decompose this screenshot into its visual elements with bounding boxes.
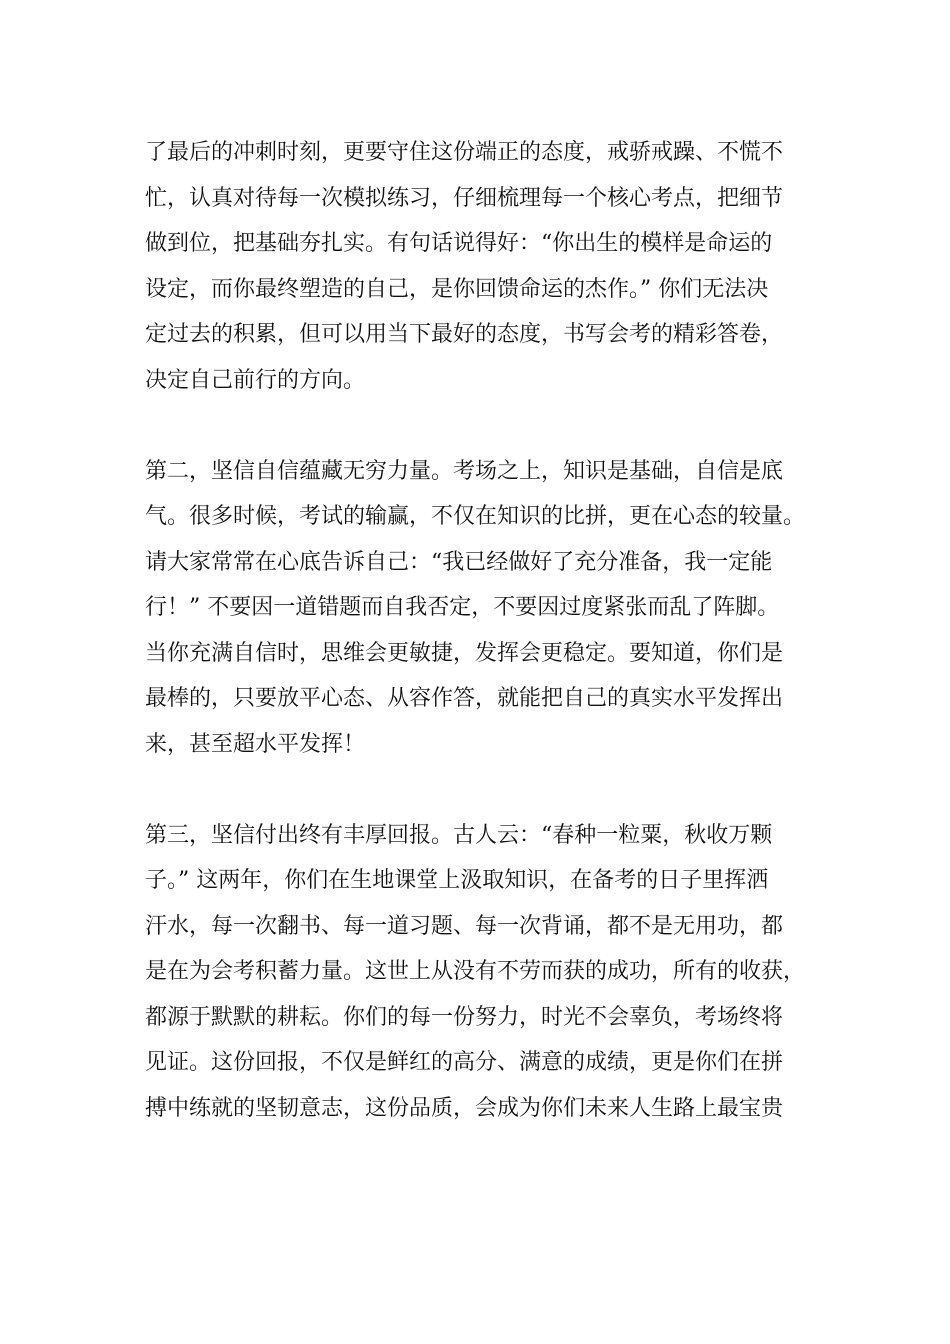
- text-line: 第三，坚信付出终有丰厚回报。古人云：“春种一粒粟，秋收万颗: [145, 822, 773, 848]
- paragraph-3: [145, 813, 835, 1132]
- text-line: 设定，而你最终塑造的自己，是你回馈命运的杰作。” 你们无法决: [145, 276, 769, 302]
- text-line: 请大家常常在心底告诉自己：“我已经做好了充分准备，我一定能: [145, 549, 773, 575]
- paragraph-2: [145, 449, 835, 768]
- text-line: 第二，坚信自信蕴藏无穷力量。考场之上，知识是基础，自信是底: [145, 458, 784, 484]
- text-line: 做到位，把基础夯扎实。有句话说得好：“你出生的模样是命运的: [145, 231, 773, 256]
- text-line: 当你充满自信时，思维会更敏捷，发挥会更稳定。要知道，你们是: [145, 640, 784, 666]
- text-line: 汗水，每一次翻书、每一道习题、每一次背诵，都不是无用功，都: [145, 913, 784, 939]
- text-line: 定过去的积累，但可以用当下最好的态度，书写会考的精彩答卷，: [145, 322, 784, 347]
- text-line: 行！” 不要因一道错题而自我否定，不要因过度紧张而乱了阵脚。: [145, 595, 780, 620]
- text-line: 搏中练就的坚韧意志，这份品质，会成为你们未来人生路上最宝贵: [145, 1095, 784, 1121]
- text-line: 忙，认真对待每一次模拟练习，仔细梳理每一个核心考点，把细节: [145, 185, 784, 211]
- document-body: [145, 130, 835, 1131]
- text-line: 最棒的，只要放平心态、从容作答，就能把自己的真实水平发挥出: [145, 686, 784, 711]
- text-line: 见证。这份回报，不仅是鲜红的高分、满意的成绩，更是你们在拼: [145, 1050, 784, 1075]
- paragraph-spacer: [145, 403, 835, 449]
- text-line: 决定自己前行的方向。: [145, 367, 366, 393]
- text-line: 气。很多时候，考试的输赢，不仅在知识的比拼，更在心态的较量。: [145, 504, 806, 529]
- paragraph-spacer: [145, 767, 835, 813]
- paragraph-1: [145, 130, 835, 403]
- text-line: 了最后的冲刺时刻，更要守住这份端正的态度，戒骄戒躁、不慌不: [145, 140, 784, 165]
- text-line: 子。” 这两年，你们在生地课堂上汲取知识，在备考的日子里挥洒: [145, 868, 769, 893]
- text-line: 都源于默默的耕耘。你们的每一份努力，时光不会辜负，考场终将: [145, 1004, 784, 1030]
- text-line: 是在为会考积蓄力量。这世上从没有不劳而获的成功，所有的收获，: [145, 959, 806, 984]
- text-line: 来，甚至超水平发挥！: [145, 731, 366, 757]
